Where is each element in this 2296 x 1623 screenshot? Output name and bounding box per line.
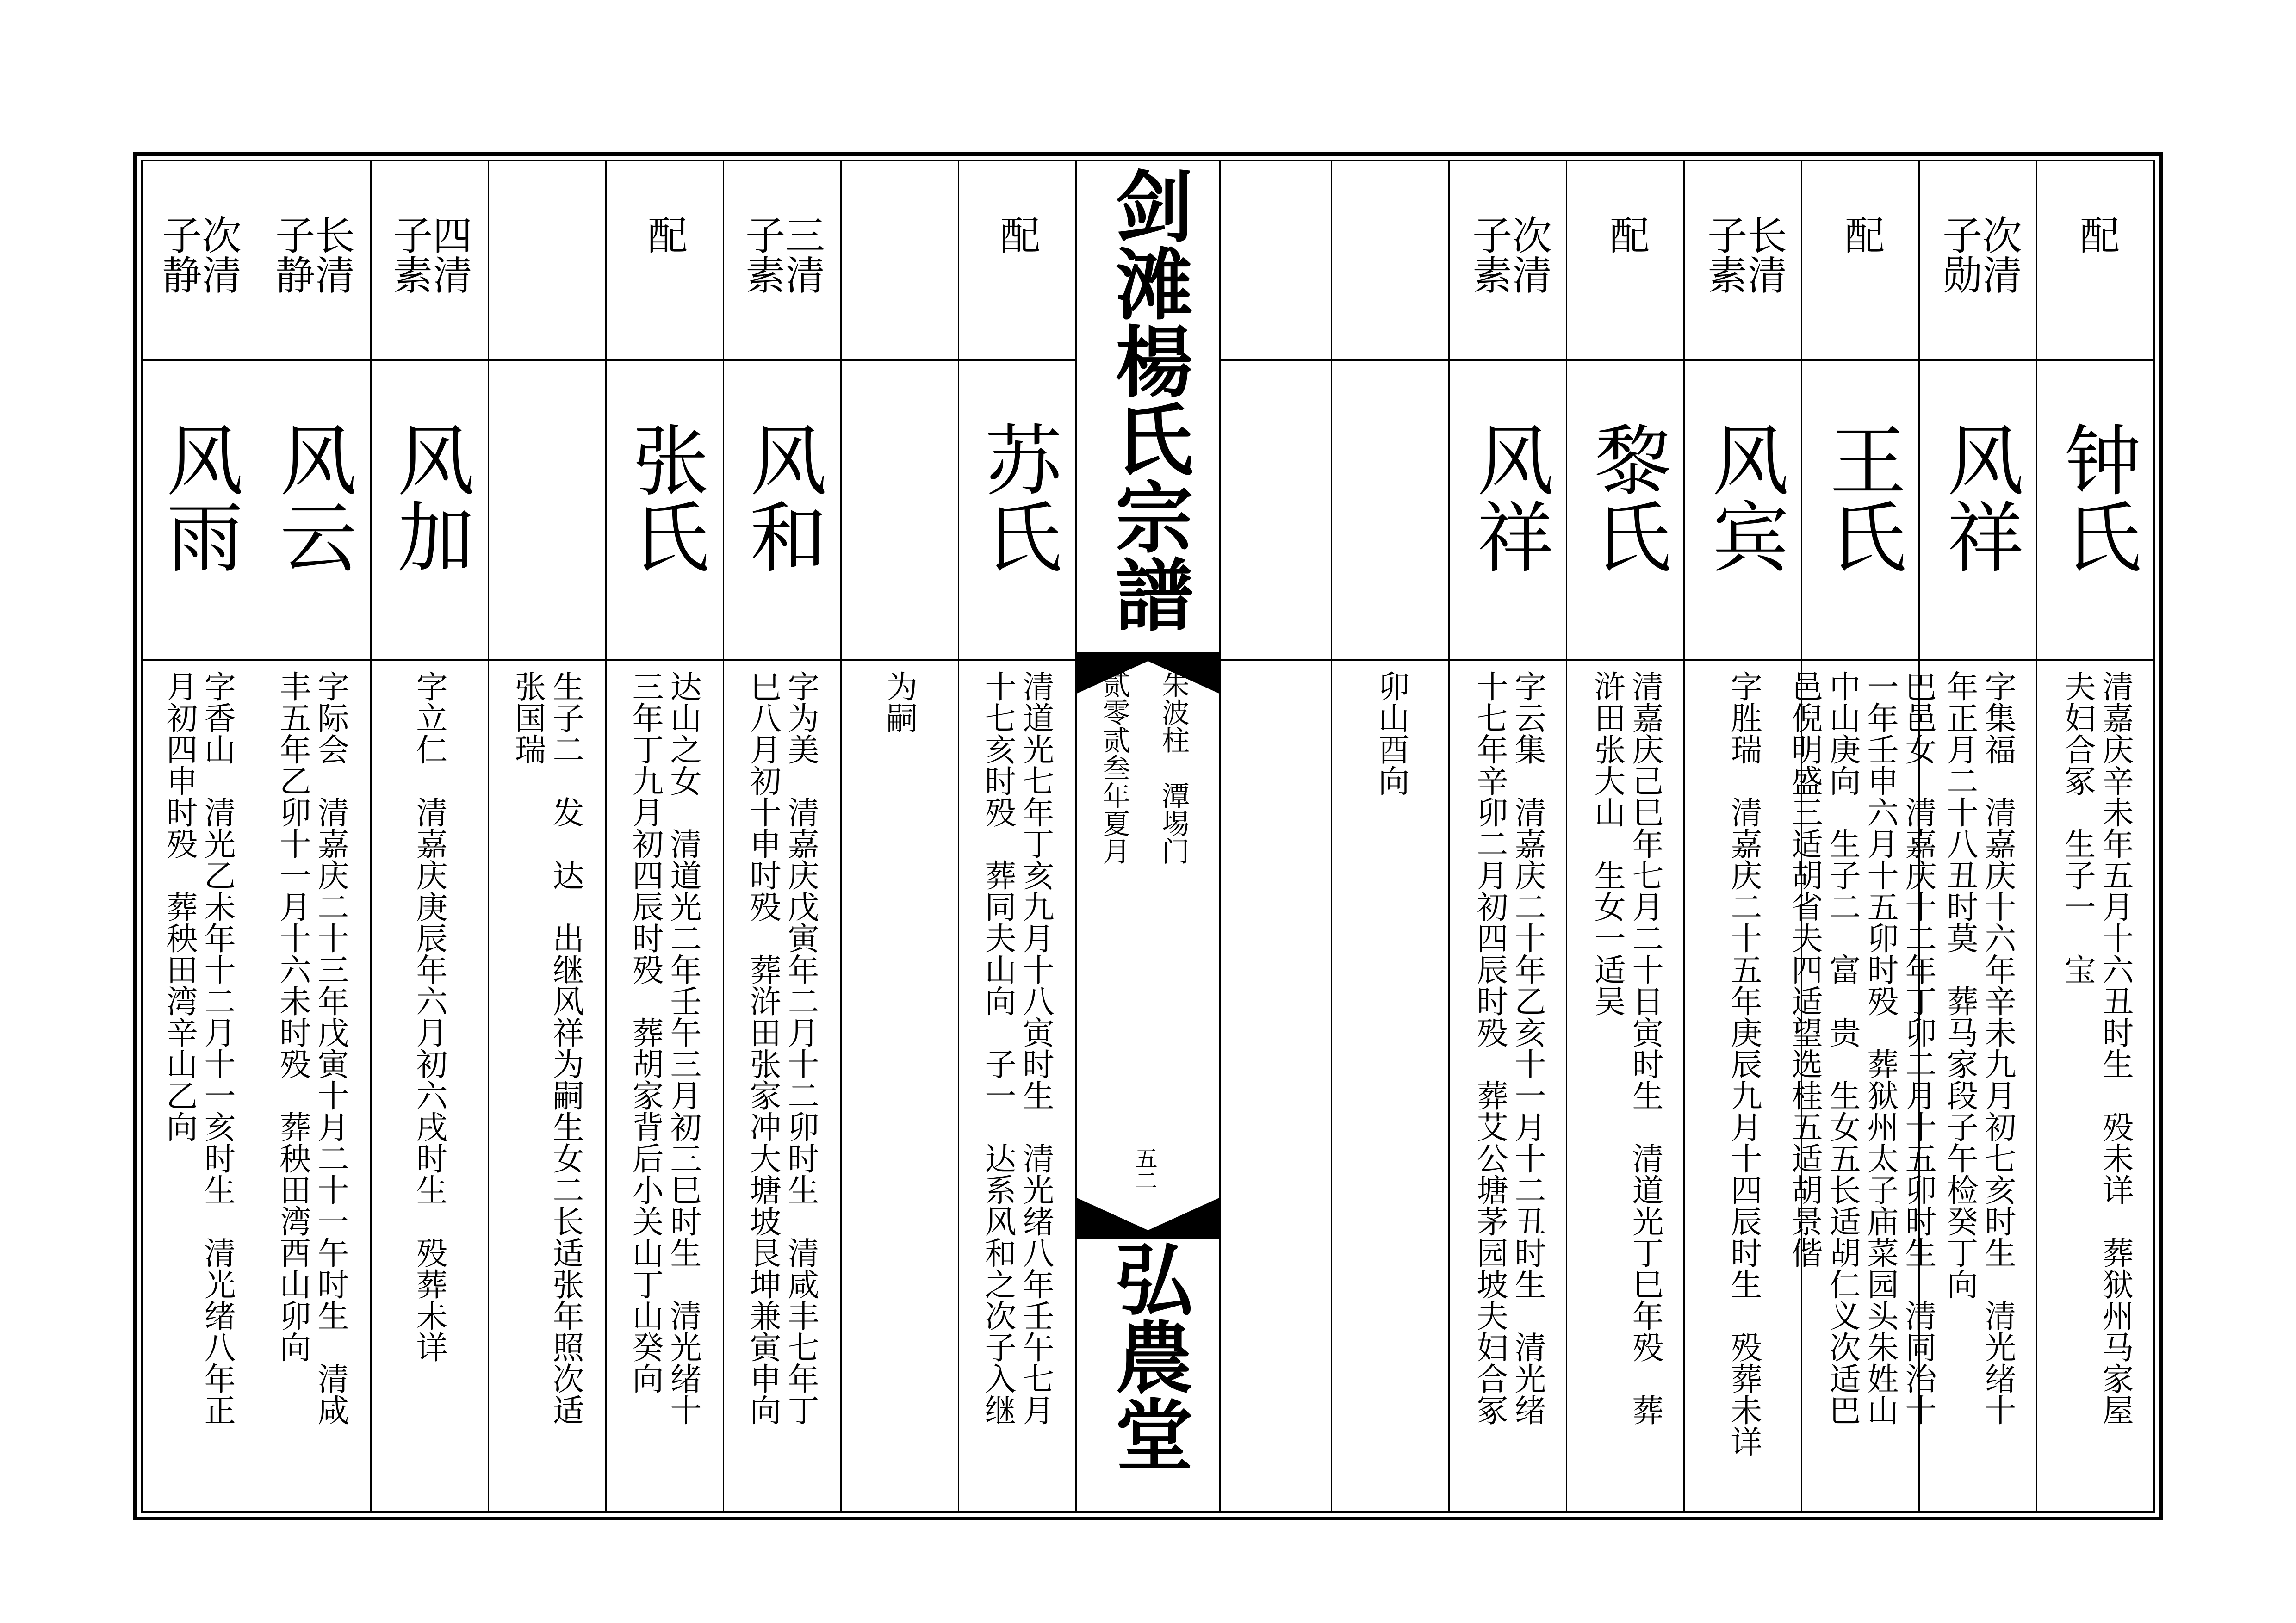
edition-date: 贰零贰叁年夏月 — [1098, 670, 1130, 865]
entry-body: 为嗣 — [881, 670, 918, 733]
page-number: 五二 — [1131, 1147, 1157, 1191]
entry-name: 王氏 — [1817, 421, 1906, 574]
genealogy-entry — [1448, 161, 1567, 1511]
genealogy-entry — [1331, 161, 1450, 1511]
entry-role: 三清 子素 — [738, 215, 825, 294]
hall-name: 弘農堂 — [1103, 1239, 1193, 1473]
genealogy-entry — [2036, 161, 2155, 1511]
entry-body: 清嘉庆辛未年五月十六丑时生 殁未详 葬狱州马家屋 夫妇合冢 生子一 宝 — [2059, 670, 2134, 1425]
entry-role: 次清 子素 — [1465, 215, 1551, 294]
entry-body: 字云集 清嘉庆二十年乙亥十一月十二丑时生 清光绪 十七年辛卯二月初四辰时殁 葬艾公塘茅园坡夫妇合冢 — [1471, 670, 1546, 1425]
entry-name: 风雨 — [154, 421, 243, 574]
genealogy-entry — [1566, 161, 1685, 1511]
entry-name: 黎氏 — [1582, 421, 1671, 574]
entry-body: 巴邑女 清嘉庆十二年丁卯二月十五卯时生 清同治十 一年壬申六月十五卯时殁 葬狱州太子庙菜园头朱姓山 中山庚向 生子二 富 贵 生女五长适胡仁义次适巴 邑倪明盛三适胡省夫四适望选桂五适胡景偕 — [1786, 670, 1936, 1425]
entry-name: 钟氏 — [2052, 421, 2141, 574]
genealogy-entry — [958, 161, 1077, 1511]
center-column — [1075, 161, 1221, 1511]
entry-role: 次清 子静 — [155, 215, 241, 294]
entry-role: 长清 子静 — [268, 215, 354, 294]
entry-role: 配 — [641, 215, 687, 254]
entry-name: 风和 — [737, 421, 826, 574]
genealogy-entry — [605, 161, 724, 1511]
entry-body: 字香山 清光乙未年十二月十一亥时生 清光绪八年正 月初四申时殁 葬秧田湾辛山乙向 — [161, 670, 236, 1425]
entry-body: 字际会 清嘉庆二十三年戊寅十月二十一午时生 清咸 丰五年乙卯十一月十六未时殁 葬秧田湾酉山卯向 — [274, 670, 349, 1425]
entry-body: 字集福 清嘉庆十六年辛未九月初七亥时生 清光绪十 年正月二十八丑时莫 葬马家段子午检癸丁向 — [1942, 670, 2016, 1425]
name-rule-right — [1221, 659, 2153, 661]
entry-name: 苏氏 — [972, 421, 1061, 574]
genealogy-entry — [1683, 161, 1802, 1511]
genealogy-entry — [370, 161, 489, 1511]
entry-name: 风宾 — [1699, 421, 1788, 574]
entry-body: 字为美 清嘉庆戊寅年二月十二卯时生 清咸丰七年丁 巳八月初十申时殁 葬浒田张家冲大塘坡艮坤兼寅申向 — [745, 670, 819, 1425]
fishtail-bottom — [1077, 1198, 1219, 1239]
entry-body: 字立仁 清嘉庆庚辰年六月初六戌时生 殁葬未详 — [411, 670, 447, 1363]
entry-body: 生子二 发 达 出继风祥为嗣生女二长适张年照次适 张国瑞 — [509, 670, 584, 1425]
entry-role: 长清 子素 — [1700, 215, 1787, 294]
entry-body: 卯山酉向 — [1373, 670, 1409, 796]
entry-role: 次清 子勋 — [1936, 215, 2022, 294]
entry-role: 配 — [1838, 215, 1884, 254]
entry-name: 风祥 — [1464, 421, 1553, 574]
compiler-note: 朱波柱 潭埸门 — [1157, 670, 1190, 865]
entry-body: 清道光七年丁亥九月十八寅时生 清光绪八年壬午七月 十七亥时殁 葬同夫山向 子一 达系风和之次子入继 — [980, 670, 1054, 1425]
entry-body: 达山之女 清道光二年壬午三月初三巳时生 清光绪十 三年丁九月初四辰时殁 葬胡家背后小关山丁山癸向 — [627, 670, 701, 1425]
entry-name: 张氏 — [620, 421, 709, 574]
genealogy-entry — [723, 161, 842, 1511]
genealogy-entry — [143, 161, 253, 1511]
entry-name: 风云 — [267, 421, 356, 574]
entry-body: 清嘉庆己巳年七月二十日寅时生 清道光丁巳年殁 葬 浒田张大山 生女一适吴 — [1589, 670, 1663, 1425]
genealogy-entry — [840, 161, 959, 1511]
entry-name: 风祥 — [1934, 421, 2023, 574]
genealogy-entry-spacer — [1221, 161, 1331, 1511]
genealogy-entry — [253, 161, 372, 1511]
entry-body: 字胜瑞 清嘉庆二十五年庚辰九月十四辰时生 殁葬未详 — [1725, 670, 1762, 1457]
name-rule-left — [143, 659, 1075, 661]
clan-title: 剑滩楊氏宗譜 — [1103, 166, 1193, 632]
entry-role: 配 — [1603, 215, 1649, 254]
genealogy-entry — [1786, 161, 1936, 1511]
header-rule-left — [143, 359, 1075, 361]
genealogy-entry — [488, 161, 607, 1511]
entry-name: 风加 — [385, 421, 474, 574]
entry-role: 四清 子素 — [386, 215, 472, 294]
header-rule-right — [1221, 359, 2153, 361]
entry-role: 配 — [2073, 215, 2119, 254]
entry-role: 配 — [993, 215, 1040, 254]
